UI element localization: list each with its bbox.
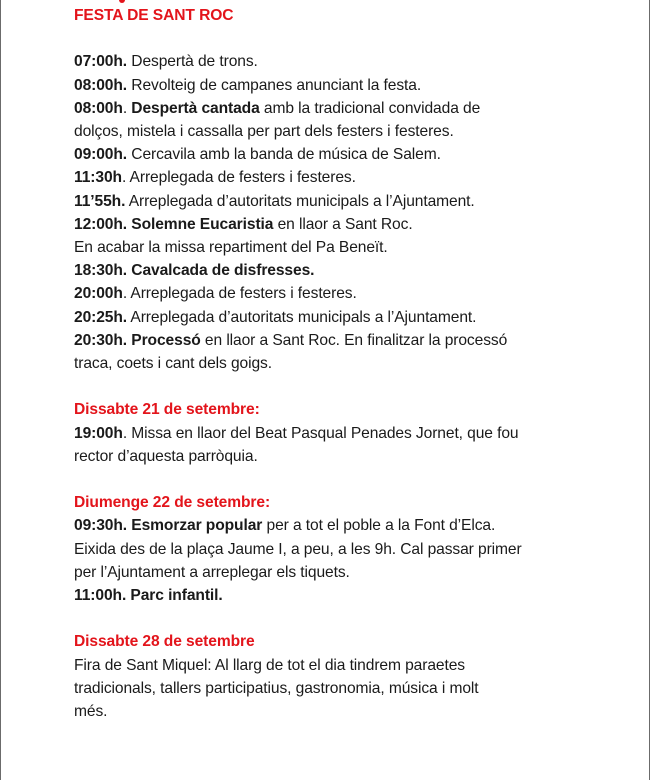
schedule-line (74, 97, 634, 120)
event-time: 19:00h (74, 424, 123, 442)
schedule-line (74, 120, 634, 143)
schedule-line (74, 584, 634, 607)
event-time: 20:00h (74, 285, 123, 303)
event-title: Processó (131, 331, 201, 349)
event-text: en llaor a Sant Roc. (273, 215, 413, 233)
schedule-line: Fira de Sant Miquel: Al llarg de tot el dia tindrem paraetes (74, 656, 465, 674)
event-title: Esmorzar popular (131, 517, 263, 535)
schedule-line (74, 306, 634, 329)
program-content (74, 4, 634, 723)
event-time: 20:25h. (74, 308, 128, 326)
schedule-line (74, 213, 634, 236)
event-time: 20:30h. (74, 331, 128, 349)
sant-roc-schedule (74, 50, 634, 375)
event-time: 08:00h. (74, 76, 128, 94)
event-text: rector d’aquesta parròquia. (74, 447, 258, 465)
event-time: 07:00h. (74, 53, 128, 71)
event-text: amb la tradicional convidada de (259, 99, 481, 117)
event-separator: . (122, 99, 132, 117)
event-time: 08:00h (74, 99, 123, 117)
schedule-line (74, 190, 634, 213)
event-text: Despertà de trons. (127, 53, 258, 71)
schedule-line (74, 259, 634, 282)
event-text: per a tot el poble a la Font d’Elca. (262, 517, 496, 535)
section-heading: Diumenge 22 de setembre: (74, 494, 271, 512)
sunday-22-section (74, 491, 634, 607)
festival-title: FESTA DE SANT ROC (74, 7, 234, 24)
event-text: traca, coets i cant dels goigs. (74, 355, 272, 373)
schedule-line (74, 236, 634, 259)
event-title: Despertà cantada (131, 99, 260, 117)
saturday-28-section (74, 630, 634, 723)
event-title: Solemne Eucaristia (131, 215, 274, 233)
schedule-line (74, 422, 634, 445)
event-text: . Missa en llaor del Beat Pasqual Penades Jornet, que fou (122, 424, 519, 442)
event-title: Parc infantil. (130, 587, 223, 605)
saturday-21-section (74, 398, 634, 468)
event-text: En acabar la missa repartiment del Pa Beneït. (74, 239, 388, 257)
schedule-line (74, 74, 634, 97)
event-title: Cavalcada de disfresses. (131, 262, 315, 280)
section-heading: Dissabte 21 de setembre: (74, 401, 260, 419)
schedule-line: més. (74, 703, 108, 721)
event-text: Cercavila amb la banda de música de Salem. (127, 146, 441, 164)
event-text: en llaor a Sant Roc. En finalitzar la processó (200, 331, 508, 349)
section-heading: Dissabte 28 de setembre (74, 633, 255, 651)
event-text: Eixida des de la plaça Jaume I, a peu, a les 9h. Cal passar primer (74, 540, 522, 558)
clipped-text-fragment (119, 0, 125, 3)
event-time: 11’55h. (74, 192, 126, 210)
event-time: 18:30h. (74, 262, 128, 280)
schedule-line (74, 329, 634, 352)
event-time: 09:00h. (74, 146, 128, 164)
event-text: . Arreplegada de festers i festeres. (121, 169, 356, 187)
event-time: 11:30h (74, 169, 122, 187)
event-text: per l’Ajuntament a arreplegar els tiquets. (74, 563, 350, 581)
event-text: dolços, mistela i cassalla per part dels festers i festeres. (74, 123, 454, 140)
event-time: 11:00h. (74, 587, 127, 605)
event-time: 12:00h. (74, 215, 128, 233)
event-text: Revolteig de campanes anunciant la festa. (127, 76, 422, 94)
schedule-line (74, 538, 634, 561)
schedule-line (74, 561, 634, 584)
schedule-line (74, 445, 634, 468)
schedule-line (74, 143, 634, 166)
schedule-line: tradicionals, tallers participatius, gastronomia, música i molt (74, 679, 479, 697)
schedule-line (74, 514, 634, 537)
event-time: 09:30h. (74, 517, 128, 535)
schedule-line (74, 50, 634, 73)
schedule-line (74, 352, 634, 375)
schedule-line (74, 166, 634, 189)
event-text: . Arreplegada de festers i festeres. (122, 285, 357, 303)
schedule-line (74, 282, 634, 305)
event-text: Arreplegada d’autoritats municipals a l’Ajuntament. (125, 192, 475, 210)
event-text: Arreplegada d’autoritats municipals a l’Ajuntament. (127, 308, 477, 326)
